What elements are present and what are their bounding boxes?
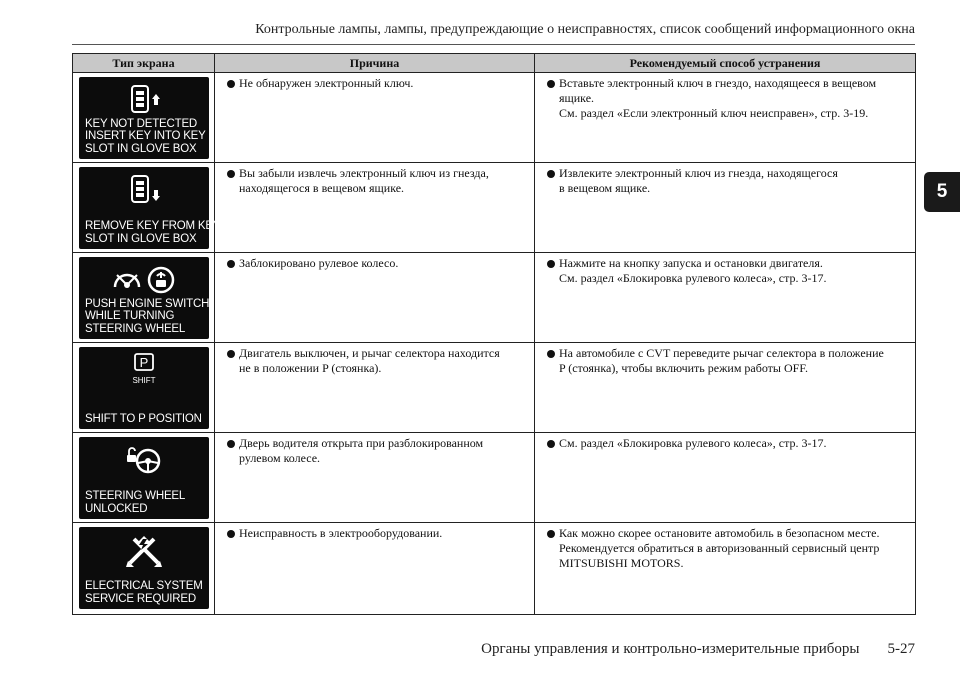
remedy-line: Нажмите на кнопку запуска и остановки двигателя. — [559, 256, 823, 270]
electrical-service-icon — [79, 533, 209, 567]
display-screen — [79, 77, 209, 159]
cause-item — [227, 76, 530, 91]
page-header: Контрольные лампы, лампы, предупреждающие о неисправностях, список сообщений информационного окна — [255, 22, 915, 37]
remedy-line: Как можно скорее остановите автомобиль в безопасном месте. — [559, 526, 880, 540]
cause-item — [227, 256, 530, 271]
cause-cell — [215, 163, 535, 253]
remedy-cell — [535, 343, 916, 433]
table-row — [73, 73, 916, 163]
remedy-line: MITSUBISHI MOTORS. — [559, 556, 684, 570]
remedy-item — [547, 526, 911, 571]
remedy-line: На автомобиле с CVT переведите рычаг селектора в положение — [559, 346, 884, 360]
remedy-cell — [535, 253, 916, 343]
remedy-line: См. раздел «Блокировка рулевого колеса», стр. 3-17. — [559, 436, 827, 450]
screen-message-line: SERVICE REQUIRED — [85, 592, 196, 605]
shift-p-letter: P — [139, 355, 149, 370]
table-header-row — [73, 54, 916, 73]
page-number: 5-27 — [887, 641, 915, 657]
cause-line: Вы забыли извлечь электронный ключ из гнезда, — [239, 166, 489, 180]
header-divider — [72, 44, 915, 45]
remedy-line: См. раздел «Блокировка рулевого колеса», стр. 3-17. — [559, 271, 827, 285]
cause-line: не в положении P (стоянка). — [239, 361, 382, 375]
remedy-cell — [535, 523, 916, 615]
screen-message-line: STEERING WHEEL — [85, 322, 186, 335]
cause-item — [227, 166, 530, 196]
page-footer — [0, 641, 915, 658]
screen-message-line: INSERT KEY INTO KEY — [85, 130, 206, 142]
remedy-line: Вставьте электронный ключ в гнездо, находящееся в вещевом — [559, 76, 877, 90]
screen-cell — [73, 343, 215, 433]
cause-line: рулевом колесе. — [239, 451, 321, 465]
screen-message — [85, 490, 207, 515]
screen-cell — [73, 163, 221, 253]
cause-line: Дверь водителя открыта при разблокированном — [239, 436, 484, 450]
screen-message-line: STEERING WHEEL — [85, 490, 186, 502]
screen-cell — [73, 253, 215, 343]
cause-item — [227, 346, 530, 376]
remedy-item — [547, 256, 911, 286]
screen-message-line: WHILE TURNING — [85, 310, 175, 322]
screen-message-line: SLOT IN GLOVE BOX — [85, 232, 197, 245]
column-header-cause: Причина — [215, 54, 535, 73]
footer-section-title: Органы управления и контрольно-измерительные приборы — [481, 641, 860, 657]
table-row — [73, 343, 916, 433]
remedy-line: Извлеките электронный ключ из гнезда, находящегося — [559, 166, 838, 180]
remedy-item — [547, 346, 911, 376]
screen-message-line: UNLOCKED — [85, 502, 148, 515]
remedy-line: См. раздел «Если электронный ключ неисправен», стр. 3-19. — [559, 106, 869, 120]
cause-line: Заблокировано рулевое колесо. — [239, 256, 399, 270]
shift-p-icon — [79, 353, 209, 387]
remedy-line: ящике. — [559, 91, 595, 105]
shift-caption: SHIFT — [132, 376, 156, 385]
remedy-line: Рекомендуется обратиться в авторизованный сервисный центр — [559, 541, 880, 555]
display-screen — [79, 527, 209, 609]
remedy-cell — [535, 163, 916, 253]
cause-cell — [215, 523, 535, 615]
display-screen — [79, 257, 209, 339]
remedy-line: P (стоянка), чтобы включить режим работы OFF. — [559, 361, 809, 375]
screen-message-line: PUSH ENGINE SWITCH — [85, 297, 210, 310]
cause-cell — [215, 343, 535, 433]
remedy-item — [547, 166, 911, 196]
table-row — [73, 253, 916, 343]
cause-line: Не обнаружен электронный ключ. — [239, 76, 414, 90]
remedy-cell — [535, 433, 916, 523]
table-row — [73, 163, 916, 253]
cause-line: Двигатель выключен, и рычаг селектора находится — [239, 346, 500, 360]
column-header-screen-type: Тип экрана — [73, 54, 215, 73]
remedy-cell — [535, 73, 916, 163]
key-icon — [79, 83, 209, 117]
screen-message — [85, 220, 221, 245]
screen-message — [85, 580, 207, 605]
screen-message-line: REMOVE KEY FROM KEY — [85, 220, 221, 232]
remedy-item — [547, 76, 911, 121]
screen-cell — [73, 73, 215, 163]
chapter-tab: 5 — [924, 172, 960, 212]
screen-message — [85, 118, 207, 156]
cause-line: Неисправность в электрооборудовании. — [239, 526, 443, 540]
cause-line: находящегося в вещевом ящике. — [239, 181, 405, 195]
display-screen — [79, 437, 209, 519]
screen-message-line: KEY NOT DETECTED — [85, 117, 198, 130]
screen-cell — [73, 433, 215, 523]
column-header-remedy: Рекомендуемый способ устранения — [535, 54, 916, 73]
steering-wheel-icon — [79, 263, 209, 297]
table-row — [73, 433, 916, 523]
display-screen — [79, 167, 221, 249]
screen-message-line: SHIFT TO P POSITION — [85, 412, 202, 425]
screen-message-line: SLOT IN GLOVE BOX — [85, 142, 197, 155]
table-row — [73, 523, 916, 615]
screen-message — [85, 413, 207, 426]
remedy-line: в вещевом ящике. — [559, 181, 651, 195]
message-table — [72, 53, 916, 615]
cause-cell — [215, 73, 535, 163]
display-screen — [79, 347, 209, 429]
remedy-item — [547, 436, 911, 451]
cause-item — [227, 436, 530, 466]
cause-cell — [215, 253, 535, 343]
screen-message — [85, 297, 210, 336]
screen-message-line: ELECTRICAL SYSTEM — [85, 580, 203, 592]
cause-item — [227, 526, 530, 541]
key-remove-icon — [79, 173, 209, 207]
steering-unlock-icon — [79, 443, 209, 477]
cause-cell — [215, 433, 535, 523]
screen-cell — [73, 523, 215, 615]
